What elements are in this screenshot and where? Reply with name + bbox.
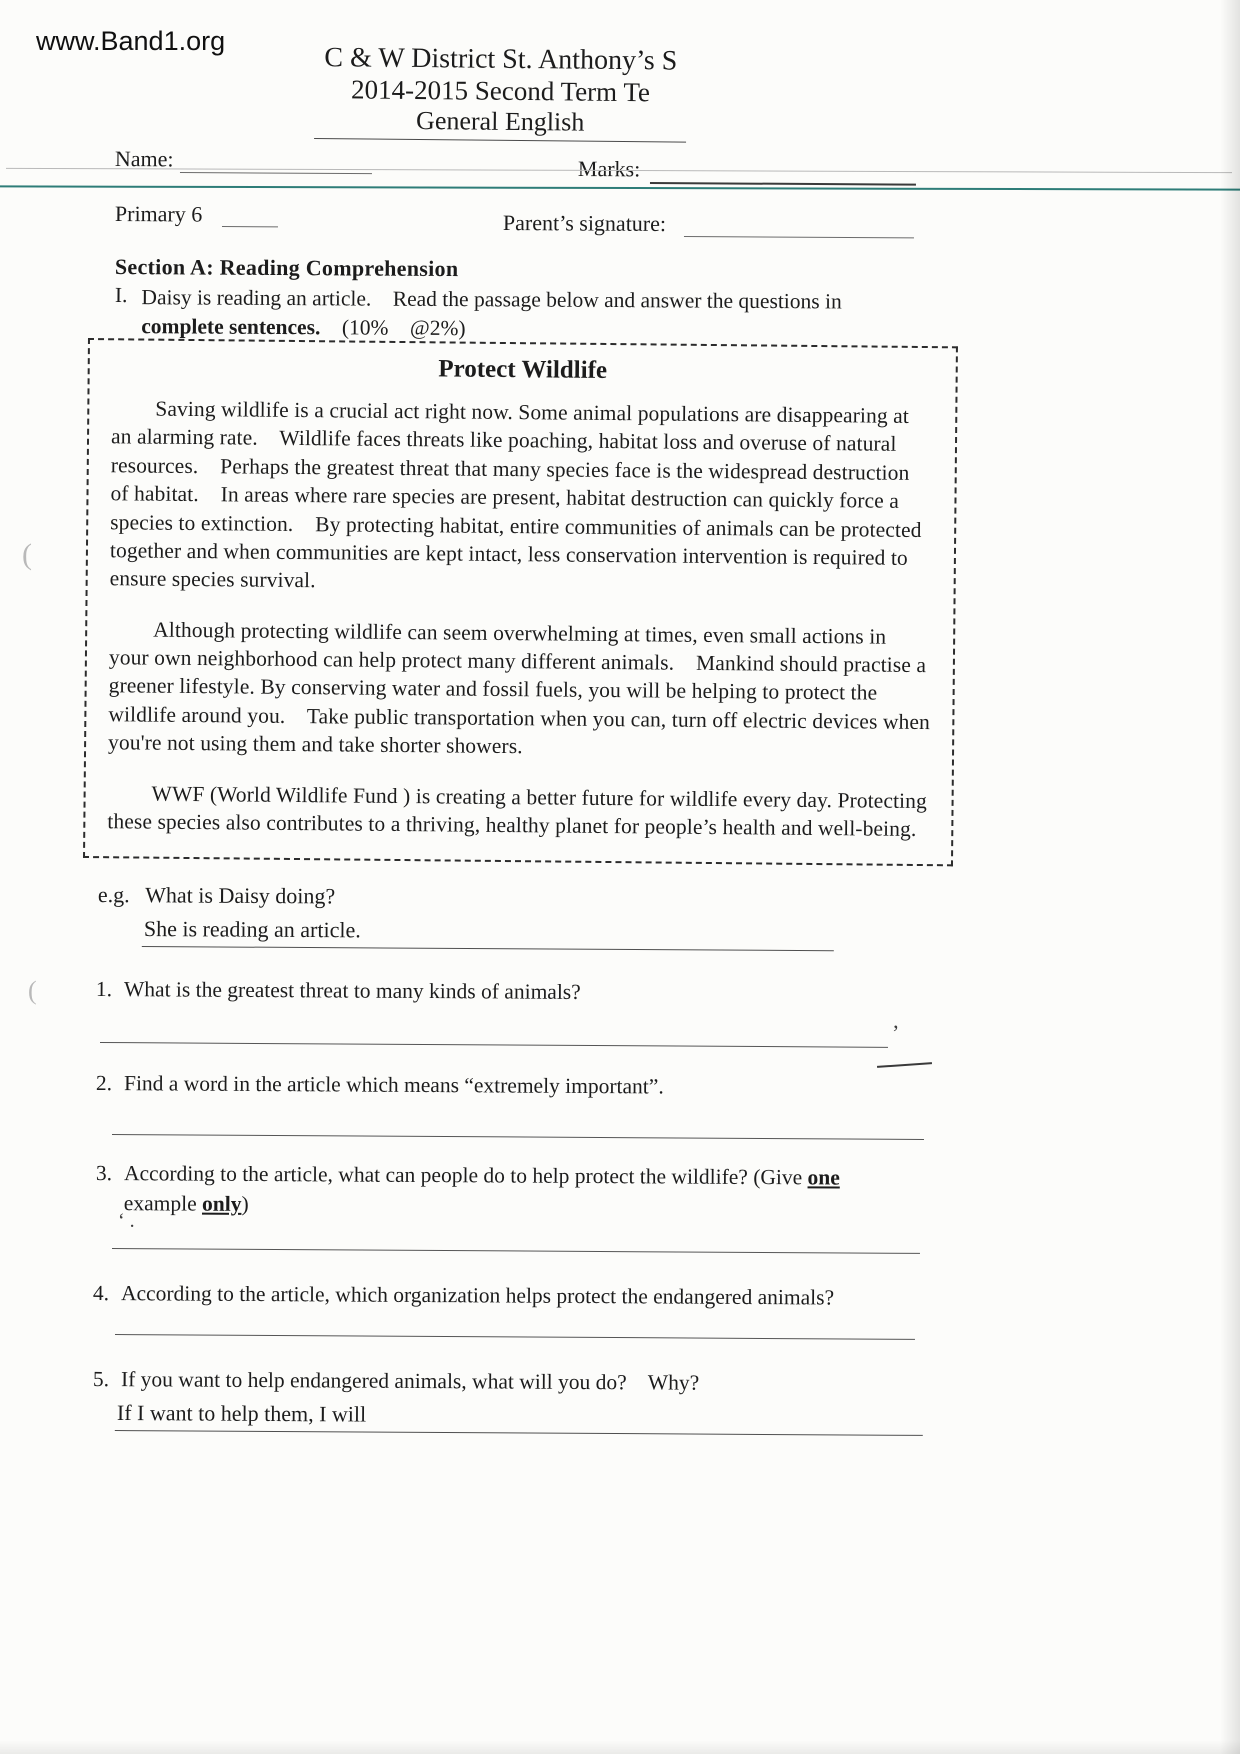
- exam-term: 2014-2015 Second Term Te: [350, 74, 651, 108]
- example-question-text: What is Daisy doing?: [145, 882, 336, 909]
- divider-teal: [0, 185, 1240, 190]
- question-5-answer: If I want to help them, I will: [115, 1400, 923, 1436]
- question-3-emphasis-only: only: [201, 1191, 242, 1216]
- scan-artifact: (: [28, 976, 37, 1005]
- parent-signature-label: Parent’s signature:: [502, 210, 667, 236]
- question-3-text-line2: example: [123, 1191, 203, 1216]
- question-4-number: 4.: [92, 1281, 110, 1306]
- example-answer: She is reading an article.: [142, 916, 834, 951]
- instruction-text: [141, 283, 842, 345]
- question-1-text: What is the greatest threat to many kinds of animals?: [123, 977, 581, 1004]
- scan-artifact: ’: [892, 1020, 900, 1045]
- exam-header: [314, 42, 687, 143]
- name-label: Name:: [114, 146, 174, 172]
- passage-paragraph: Saving wildlife is a crucial act right now. Some animal populations are disappearing at an alarming rate. Wildlife faces threats like poaching, habitat loss and overuse of natural resources. Perhaps the greatest threat that many species face is the widespread destruction of habitat. In areas where rare species are present, habitat destruction can quickly force a species to extinction. By protecting habitat, entire communities of animals can be protected together and when communities are kept intact, less conservation intervention is required to ensure species survival.: [109, 396, 928, 593]
- instruction-line2-bold: complete sentences.: [141, 314, 321, 340]
- question-5-number: 5.: [92, 1367, 110, 1392]
- question-5: [93, 1364, 923, 1399]
- question-2: [96, 1068, 926, 1103]
- question-3-text-pre: According to the article, what can people do to help protect the wildlife? (Give: [123, 1161, 808, 1190]
- question-2-text: Find a word in the article which means “extremely important”.: [123, 1071, 664, 1099]
- example-label: e.g.: [97, 882, 130, 908]
- instruction-line1: Daisy is reading an article. Read the passage below and answer the questions in: [141, 285, 842, 314]
- question-2-number: 2.: [95, 1071, 113, 1096]
- scan-artifact: [877, 1062, 932, 1068]
- question-3-answer-line: [112, 1248, 920, 1254]
- question-5-text: If you want to help endangered animals, what will you do? Why?: [120, 1367, 700, 1395]
- scan-artifact: ‘ .: [118, 1210, 135, 1232]
- section-heading: Section A: Reading Comprehension: [114, 254, 459, 282]
- question-1-answer-line: [100, 1042, 888, 1048]
- marks-label: Marks:: [577, 156, 641, 182]
- question-3-emphasis-one: one: [807, 1165, 840, 1190]
- instruction-roman: I.: [114, 283, 128, 308]
- scan-artifact: (: [22, 538, 32, 571]
- name-blank: [180, 170, 372, 174]
- question-4-text: According to the article, which organization helps protect the endangered animals?: [120, 1281, 835, 1310]
- question-4-answer-line: [115, 1334, 915, 1340]
- subject-title: General English: [415, 105, 585, 137]
- passage-paragraph: Although protecting wildlife can seem overwhelming at times, even small actions in your own neighborhood can help protect many different animals. Mankind should practise a greener lifestyle. By conserving water and fossil fuels, you will be helping to protect the wildlife around you. Take public transportation when you can, turn off electric devices when you're not using them and take shorter showers.: [108, 617, 936, 759]
- passage-title: Protect Wildlife: [438, 355, 608, 384]
- question-3: [96, 1158, 926, 1223]
- question-3-text: [124, 1158, 840, 1223]
- question-3-text-post: ): [241, 1191, 249, 1217]
- instruction-line2-rest: (10% @2%): [320, 315, 466, 341]
- question-1: [96, 974, 926, 1009]
- passage-paragraph: WWF (World Wildlife Fund ) is creating a better future for wildlife every day. Protecting these species also contributes to a thriving, healthy planet for people’s health and well-being.: [107, 781, 933, 841]
- example-question: [98, 882, 335, 909]
- site-watermark: www.Band1.org: [36, 26, 226, 56]
- question-4: [93, 1278, 923, 1313]
- instruction-block: [115, 283, 915, 346]
- class-label: Primary 6: [114, 201, 203, 227]
- question-3-number: 3.: [95, 1161, 113, 1186]
- class-blank: [222, 224, 278, 227]
- marks-blank: [650, 180, 916, 186]
- question-2-answer-line: [112, 1134, 924, 1140]
- reading-passage-box: [83, 338, 958, 866]
- question-1-number: 1.: [95, 976, 113, 1002]
- parent-signature-blank: [684, 234, 914, 238]
- school-name: C & W District St. Anthony’s S: [324, 42, 678, 77]
